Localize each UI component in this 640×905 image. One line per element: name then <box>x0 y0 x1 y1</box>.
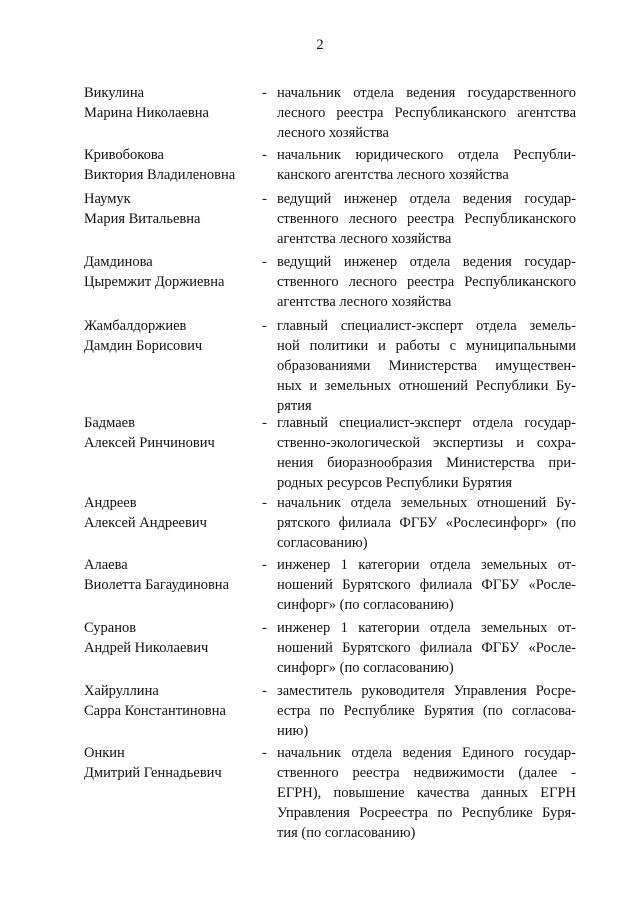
member-position <box>277 83 576 143</box>
position-line: синфорг» (по согласованию) <box>277 660 454 676</box>
position-line: ных и земельных отношений Республики Бу- <box>277 378 576 394</box>
member-surname: Жамбалдоржиев <box>84 318 187 334</box>
position-line: инженер 1 категории отдела земельных от- <box>277 620 576 636</box>
member-name <box>84 252 259 292</box>
member-position <box>277 252 576 312</box>
member-name <box>84 83 259 123</box>
member-given-names: Андрей Николаевич <box>84 640 209 656</box>
position-line: заместитель руководителя Управления Росре- <box>277 683 576 699</box>
position-line: лесного хозяйства <box>277 125 389 141</box>
member-given-names: Алексей Ринчинович <box>84 435 215 451</box>
position-line: ведущий инженер отдела ведения государ- <box>277 191 576 207</box>
position-line: Управления Росреестра по Республике Буря- <box>277 805 576 821</box>
position-line: начальник отдела ведения Единого государ- <box>277 745 576 761</box>
member-name <box>84 189 259 229</box>
position-line: рятия <box>277 398 312 414</box>
member-name <box>84 743 259 783</box>
member-surname: Кривобокова <box>84 147 164 163</box>
member-surname: Дамдинова <box>84 254 153 270</box>
member-name <box>84 145 259 185</box>
position-line: естра по Республике Бурятия (по согласова- <box>277 703 576 719</box>
position-line: ношений Бурятского филиала ФГБУ «Росле- <box>277 577 576 593</box>
dash-separator: - <box>262 495 267 511</box>
position-line: ной политики и работы с муниципальными <box>277 338 576 354</box>
member-given-names: Дмитрий Геннадьевич <box>84 765 222 781</box>
position-line: ношений Бурятского филиала ФГБУ «Росле- <box>277 640 576 656</box>
position-line: лесного реестра Республиканского агентства <box>277 105 576 121</box>
position-line: родных ресурсов Республики Бурятия <box>277 475 513 491</box>
member-name <box>84 618 259 658</box>
dash-separator: - <box>262 683 267 699</box>
page-number: 2 <box>316 37 324 53</box>
position-line: ЕГРН), повышение качества данных ЕГРН <box>277 785 576 801</box>
member-position <box>277 555 576 615</box>
position-line: главный специалист-эксперт отдела земель- <box>277 318 576 334</box>
member-given-names: Мария Витальевна <box>84 211 201 227</box>
member-name <box>84 316 259 356</box>
member-name <box>84 413 259 453</box>
position-line: ведущий инженер отдела ведения государ- <box>277 254 576 270</box>
member-given-names: Виктория Владиленовна <box>84 167 236 183</box>
position-line: согласованию) <box>277 535 368 551</box>
member-given-names: Цыремжит Доржиевна <box>84 274 225 290</box>
member-surname: Викулина <box>84 85 145 101</box>
dash-separator: - <box>262 557 267 573</box>
position-line: начальник отдела земельных отношений Бу- <box>277 495 576 511</box>
position-line: ственного лесного реестра Республиканского <box>277 211 576 227</box>
member-given-names: Алексей Андреевич <box>84 515 207 531</box>
member-position <box>277 413 576 493</box>
position-line: образованиями Министерства имуществен- <box>277 358 576 374</box>
dash-separator: - <box>262 147 267 163</box>
position-line: ственного лесного реестра Республиканского <box>277 274 576 290</box>
member-given-names: Марина Николаевна <box>84 105 209 121</box>
position-line: начальник отдела ведения государственного <box>277 85 576 101</box>
member-position <box>277 618 576 678</box>
member-given-names: Сарра Константиновна <box>84 703 226 719</box>
position-line: нию) <box>277 723 309 739</box>
member-surname: Алаева <box>84 557 128 573</box>
position-line: канского агентства лесного хозяйства <box>277 167 509 183</box>
member-name <box>84 681 259 721</box>
member-surname: Онкин <box>84 745 125 761</box>
position-line: синфорг» (по согласованию) <box>277 597 454 613</box>
dash-separator: - <box>262 415 267 431</box>
dash-separator: - <box>262 85 267 101</box>
position-line: нения биоразнообразия Министерства при- <box>277 455 576 471</box>
position-line: ственно-экологической экспертизы и сохра- <box>277 435 576 451</box>
dash-separator: - <box>262 191 267 207</box>
member-surname: Наумук <box>84 191 131 207</box>
position-line: агентства лесного хозяйства <box>277 294 452 310</box>
member-name <box>84 493 259 533</box>
member-position <box>277 681 576 741</box>
position-line: рятского филиала ФГБУ «Рослесинфорг» (по <box>277 515 576 531</box>
dash-separator: - <box>262 745 267 761</box>
member-surname: Суранов <box>84 620 137 636</box>
member-position <box>277 743 576 843</box>
member-position <box>277 189 576 249</box>
dash-separator: - <box>262 254 267 270</box>
position-line: тия (по согласованию) <box>277 825 416 841</box>
member-position <box>277 145 576 185</box>
position-line: начальник юридического отдела Республи- <box>277 147 576 163</box>
position-line: главный специалист-эксперт отдела государ- <box>277 415 576 431</box>
member-position <box>277 316 576 416</box>
position-line: ственного реестра недвижимости (далее - <box>277 765 576 781</box>
member-name <box>84 555 259 595</box>
dash-separator: - <box>262 620 267 636</box>
member-surname: Андреев <box>84 495 137 511</box>
member-given-names: Дамдин Борисович <box>84 338 203 354</box>
member-given-names: Виолетта Багаудиновна <box>84 577 230 593</box>
position-line: инженер 1 категории отдела земельных от- <box>277 557 576 573</box>
position-line: агентства лесного хозяйства <box>277 231 452 247</box>
member-surname: Бадмаев <box>84 415 135 431</box>
dash-separator: - <box>262 318 267 334</box>
member-position <box>277 493 576 553</box>
member-surname: Хайруллина <box>84 683 159 699</box>
